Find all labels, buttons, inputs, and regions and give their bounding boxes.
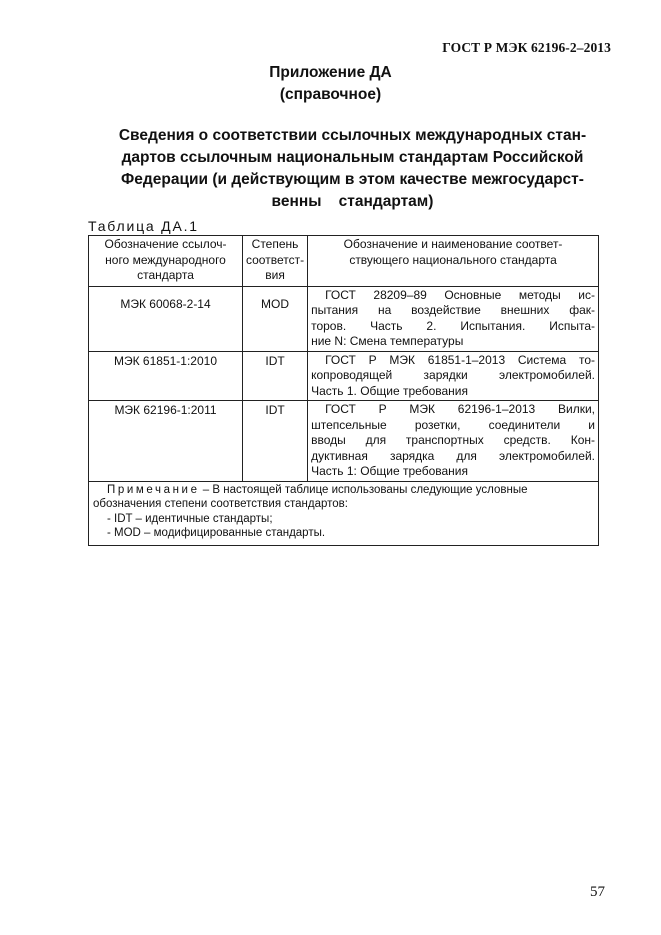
section-heading <box>80 125 625 213</box>
degree-of-correspondence: MOD <box>243 286 308 351</box>
national-text-line: штепсельные розетки, соединители и <box>311 417 595 432</box>
header-text: ного международного <box>105 252 226 267</box>
international-code: МЭК 60068-2-14 <box>89 286 243 351</box>
national-text-line: копроводящей зарядки электромобилей. <box>311 368 595 382</box>
header-national-standard <box>308 236 599 287</box>
national-text-line: вводы для транспортных средств. Кон- <box>311 433 595 447</box>
appendix-title: Приложение ДА <box>269 64 392 81</box>
national-text-line: Часть 1: Общие требования <box>311 464 468 478</box>
header-text: вия <box>265 268 285 282</box>
national-text-line: торов. Часть 2. Испытания. Испыта- <box>311 318 595 333</box>
header-international-standard <box>89 236 243 287</box>
header-text: соответст- <box>246 252 305 267</box>
header-text: стандарта <box>137 268 194 282</box>
heading-line: венны стандартам) <box>271 193 434 210</box>
national-text-line: пытания на воздействие внешних фак- <box>311 303 595 317</box>
note-line: - MOD – модифицированные стандарты. <box>107 527 326 539</box>
header-text: Обозначение ссылоч- <box>104 237 227 251</box>
degree-of-correspondence: IDT <box>243 401 308 482</box>
degree-of-correspondence: IDT <box>243 351 308 401</box>
table-caption: Таблица ДА.1 <box>88 218 199 234</box>
note-line: обозначения степени соответствия стандартов: <box>93 498 348 510</box>
note-line <box>93 483 594 498</box>
document-code: ГОСТ Р МЭК 62196-2–2013 <box>442 40 611 55</box>
header-degree <box>243 236 308 287</box>
heading-line: дартов ссылочным национальным стандартам Российской <box>121 149 584 166</box>
header-text: Степень <box>251 237 299 251</box>
header-text: Обозначение и наименование соответ- <box>343 237 563 251</box>
heading-line: Федерации (и действующим в этом качестве межгосударст- <box>121 171 584 188</box>
national-standard <box>308 351 599 401</box>
table-note <box>89 481 599 545</box>
header-text: ствующего национального стандарта <box>349 252 557 267</box>
note-line: - IDT – идентичные стандарты; <box>107 512 273 525</box>
table-header-row <box>89 236 599 287</box>
correspondence-table <box>88 235 599 546</box>
national-text-line: ГОСТ Р МЭК 61851-1–2013 Система то- <box>325 352 595 367</box>
note-text: – В настоящей таблице использованы следующие условные <box>199 483 528 496</box>
international-code: МЭК 61851-1:2010 <box>89 351 243 401</box>
page-number: 57 <box>590 884 605 900</box>
appendix-subtitle: (справочное) <box>279 86 382 103</box>
table-row <box>89 401 599 482</box>
table-row <box>89 351 599 401</box>
table-note-row <box>89 481 599 545</box>
heading-line: Сведения о соответствии ссылочных международных стан- <box>118 127 587 144</box>
national-text-line: Часть 1. Общие требования <box>311 383 468 398</box>
national-text-line: ГОСТ Р МЭК 62196-1–2013 Вилки, <box>325 402 595 416</box>
international-code: МЭК 62196-1:2011 <box>89 401 243 482</box>
note-label: Примечание <box>107 483 200 496</box>
national-text-line: ние N: Смена температуры <box>311 334 464 348</box>
national-text-line: ГОСТ 28209–89 Основные методы ис- <box>325 287 595 302</box>
table-row <box>89 286 599 351</box>
national-standard <box>308 286 599 351</box>
national-text-line: дуктивная зарядка для электромобилей. <box>311 448 595 463</box>
national-standard <box>308 401 599 482</box>
